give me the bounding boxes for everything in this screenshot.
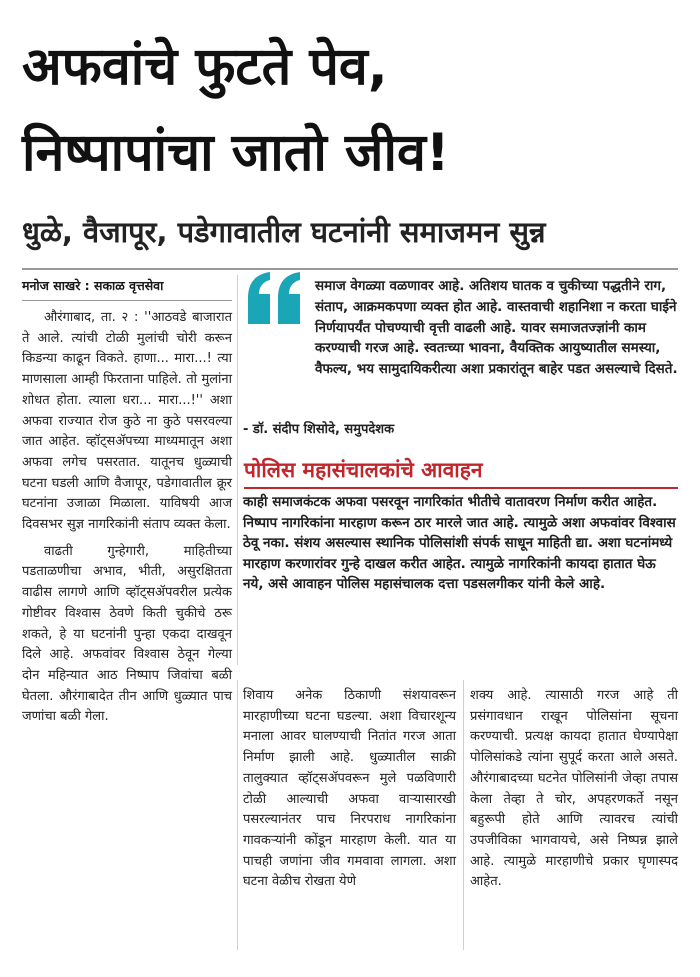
section-heading: पोलिस महासंचालकांचे आवाहन [244, 458, 483, 482]
byline: मनोज साखरे : सकाळ वृत्तसेवा [22, 276, 232, 301]
subheadline: धुळे, वैजापूर, पडेगावातील घटनांनी समाजमन सुन्न [22, 215, 546, 249]
headline-line-2: निष्पापांचा जातो जीव! [22, 123, 450, 183]
column-divider [237, 275, 238, 665]
article-paragraph: शक्य आहे. त्यासाठी गरज आहे ती प्रसंगावधान राखून पोलिसांना सूचना करण्याची. प्रत्यक्ष कायदा हातात घेण्यापेक्षा पोलिसांकडे त्यांना सुपूर्द करता आले असते. औरंगाबादच्या घटनेत पोलिसांनी जेव्हा तपास केला तेव्हा ते चोर, अपहरणकर्ते नसून बहुरूपी होते आणि त्यावरच त्यांची उपजीविका भागवायचे, असे निष्पन्न झाले आहे. त्यामुळे मारहाणीचे प्रकार घृणास्पद आहेत. [470, 688, 678, 890]
police-appeal-text: काही समाजकंटक अफवा पसरवून नागरिकांत भीतीचे वातावरण निर्माण करीत आहेत. निष्पाप नागरिकांना मारहाण करून ठार मारले जात आहे. त्यामुळे अशा अफवांवर विश्वास ठेवू नका. संशय असल्यास स्थानिक पोलिसांशी संपर्क साधून माहिती द्या. अशा घटनांमध्ये मारहाण करणारांवर गुन्हे दाखल करीत आहेत. त्यामुळे नागरिकांनी कायदा हातात घेऊ नये, असे आवाहन पोलिस महासंचालक दत्ता पडसलगीकर यांनी केले आहे. [243, 494, 676, 593]
article-column-2 [243, 686, 456, 893]
article-column-3 [470, 686, 678, 893]
column-divider [463, 680, 464, 950]
quote-text: समाज वेगळ्या वळणावर आहे. अतिशय घातक व चुकीच्या पद्धतीने राग, संताप, आक्रमकपणा व्यक्त होत आहे. वास्तवाची शहानिशा न करता घाईने निर्णयापर्यंत पोचण्याची वृत्ती वाढली आहे. यावर समाजतज्ज्ञांनी काम करण्याची गरज आहे. स्वतःच्या भावना, वैयक्तिक आयुष्यातील समस्या, वैफल्य, भय सामुदायिकरीत्या अशा प्रकारांतून बाहेर पडत असल्याचे दिसते. [315, 278, 678, 378]
article-paragraph: वाढती गुन्हेगारी, माहितीच्या पडताळणीचा अभाव, भीती, असुरक्षितता वाढीस लागणे आणि व्हॉट्सॲपवरील प्रत्येक गोष्टीवर विश्वास ठेवणे किती चुकीचे ठरू शकते, हे या घटनांनी पुन्हा एकदा दाखवून दिले आहे. अफवांवर विश्वास ठेवून गेल्या दोन महिन्यात आठ निष्पाप जिवांचा बळी घेतला. औरंगाबादेत तीन आणि धुळ्यात पाच जणांचा बळी गेला. [22, 543, 232, 725]
article-paragraph: औरंगाबाद, ता. २ : ''आठवडे बाजारात ते आले. त्यांची टोळी मुलांची चोरी करून किडन्या काढून विकते. हाणा... मारा...! त्या माणसाला आम्ही फिरताना पाहिले. तो मुलांना शोधत होता. त्याला धरा... मारा...!'' अशा अफवा राज्यात रोज कुठे ना कुठे पसरवल्या जात आहेत. व्हॉट्सॲपच्या माध्यमातून अशा अफवा लगेच पसरतात. यातूनच धुळ्याची घटना घडली आणि वैजापूर, पडेगावातील क्रूर घटनांना उजाळा मिळाला. याविषयी आज दिवसभर सुज्ञ नागरिकांनी संताप व्यक्त केला. [22, 310, 232, 533]
article-paragraph: शिवाय अनेक ठिकाणी संशयावरून मारहाणीच्या घटना घडल्या. अशा विचारशून्य मनाला आवर घालण्याची नितांत गरज आता निर्माण झाली आहे. धुळ्यातील साक्री तालुक्यात व्हॉट्सॲपवरून मुले पळविणारी टोळी आल्याची अफवा वाऱ्यासारखी पसरल्यानंतर पाच निरपराध नागरिकांना गावकऱ्यांनी कोंडून मारहाण केली. यात या पाचही जणांना जीव गमवावा लागला. अशा घटना वेळीच रोखता येणे [243, 688, 456, 890]
article-column-1 [22, 308, 232, 728]
header-divider [22, 268, 678, 270]
headline-line-1: अफवांचे फुटते पेव, [22, 37, 388, 97]
column-divider [237, 680, 238, 950]
section-heading-underline [244, 487, 678, 489]
quote-attribution: - डॉ. संदीप शिसोदे, समुपदेशक [243, 422, 395, 437]
expert-quote [243, 276, 678, 380]
